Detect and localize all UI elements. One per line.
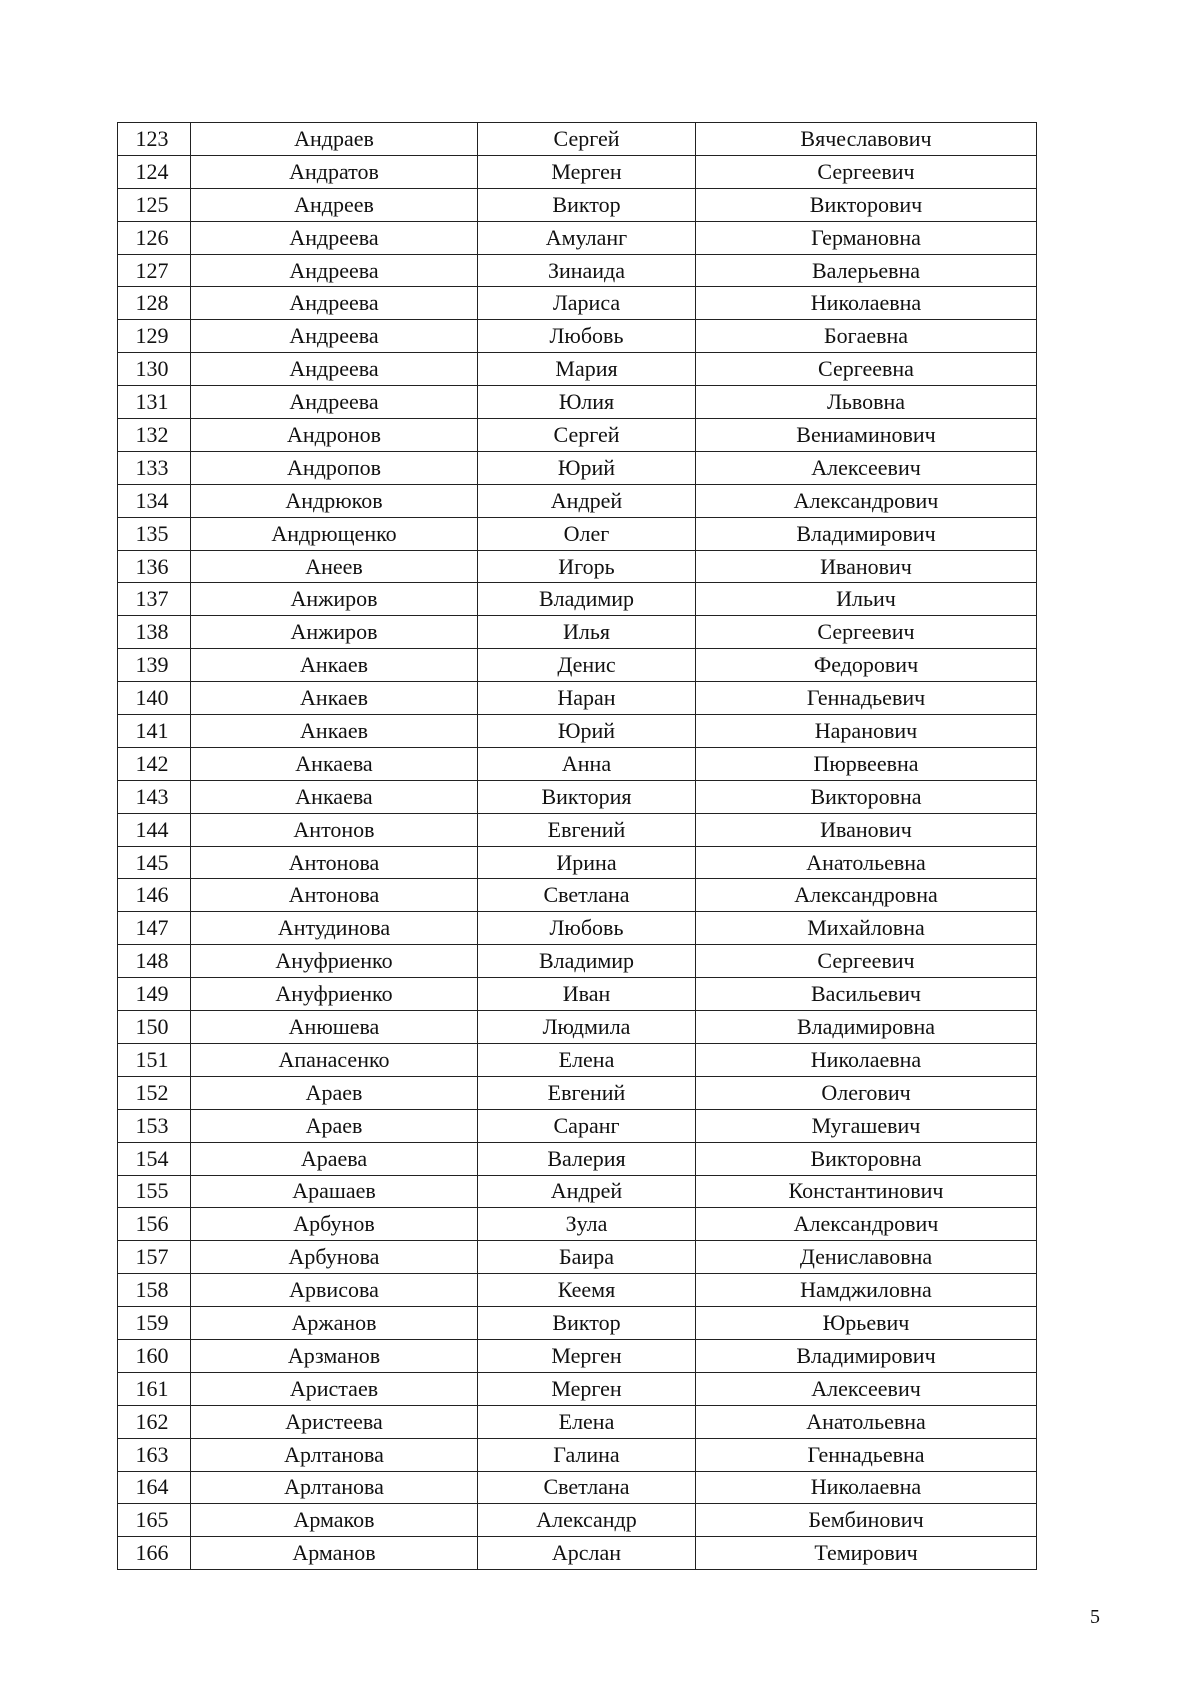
surname-cell: Антонова <box>191 846 478 879</box>
given-name-cell: Галина <box>478 1438 696 1471</box>
row-number-cell: 153 <box>118 1109 191 1142</box>
patronymic-cell: Николаевна <box>696 1043 1037 1076</box>
row-number-cell: 133 <box>118 451 191 484</box>
surname-cell: Андронов <box>191 419 478 452</box>
patronymic-cell: Иванович <box>696 813 1037 846</box>
surname-cell: Арманов <box>191 1537 478 1570</box>
row-number-cell: 150 <box>118 1011 191 1044</box>
given-name-cell: Баира <box>478 1241 696 1274</box>
given-name-cell: Наран <box>478 682 696 715</box>
surname-cell: Армаков <box>191 1504 478 1537</box>
surname-cell: Анеев <box>191 550 478 583</box>
table-row <box>118 1471 1037 1504</box>
row-number-cell: 158 <box>118 1274 191 1307</box>
table-row <box>118 682 1037 715</box>
table-row <box>118 353 1037 386</box>
patronymic-cell: Иванович <box>696 550 1037 583</box>
surname-cell: Антудинова <box>191 912 478 945</box>
patronymic-cell: Анатольевна <box>696 1405 1037 1438</box>
table-row <box>118 649 1037 682</box>
given-name-cell: Денис <box>478 649 696 682</box>
surname-cell: Анкаев <box>191 715 478 748</box>
patronymic-cell: Николаевна <box>696 1471 1037 1504</box>
given-name-cell: Александр <box>478 1504 696 1537</box>
given-name-cell: Сергей <box>478 123 696 156</box>
row-number-cell: 130 <box>118 353 191 386</box>
table-row <box>118 1438 1037 1471</box>
given-name-cell: Виктор <box>478 1307 696 1340</box>
given-name-cell: Мерген <box>478 1339 696 1372</box>
surname-cell: Араев <box>191 1109 478 1142</box>
given-name-cell: Юлия <box>478 386 696 419</box>
row-number-cell: 143 <box>118 780 191 813</box>
surname-cell: Анкаев <box>191 649 478 682</box>
patronymic-cell: Алексеевич <box>696 451 1037 484</box>
patronymic-cell: Алексеевич <box>696 1372 1037 1405</box>
given-name-cell: Мерген <box>478 155 696 188</box>
given-name-cell: Владимир <box>478 945 696 978</box>
surname-cell: Андреева <box>191 221 478 254</box>
patronymic-cell: Геннадьевич <box>696 682 1037 715</box>
surname-cell: Аржанов <box>191 1307 478 1340</box>
patronymic-cell: Вениаминович <box>696 419 1037 452</box>
patronymic-cell: Александрович <box>696 484 1037 517</box>
row-number-cell: 131 <box>118 386 191 419</box>
row-number-cell: 156 <box>118 1208 191 1241</box>
patronymic-cell: Анатольевна <box>696 846 1037 879</box>
row-number-cell: 137 <box>118 583 191 616</box>
row-number-cell: 128 <box>118 287 191 320</box>
table-row <box>118 846 1037 879</box>
row-number-cell: 155 <box>118 1175 191 1208</box>
given-name-cell: Елена <box>478 1405 696 1438</box>
patronymic-cell: Юрьевич <box>696 1307 1037 1340</box>
patronymic-cell: Владимирович <box>696 1339 1037 1372</box>
patronymic-cell: Федорович <box>696 649 1037 682</box>
table-row <box>118 1142 1037 1175</box>
surname-cell: Анкаева <box>191 780 478 813</box>
patronymic-cell: Викторовна <box>696 780 1037 813</box>
patronymic-cell: Львовна <box>696 386 1037 419</box>
table-row <box>118 1537 1037 1570</box>
patronymic-cell: Николаевна <box>696 287 1037 320</box>
given-name-cell: Кеемя <box>478 1274 696 1307</box>
table-row <box>118 1175 1037 1208</box>
given-name-cell: Андрей <box>478 1175 696 1208</box>
table-row <box>118 912 1037 945</box>
row-number-cell: 144 <box>118 813 191 846</box>
given-name-cell: Саранг <box>478 1109 696 1142</box>
table-row <box>118 1372 1037 1405</box>
given-name-cell: Арслан <box>478 1537 696 1570</box>
row-number-cell: 166 <box>118 1537 191 1570</box>
patronymic-cell: Сергеевич <box>696 616 1037 649</box>
given-name-cell: Иван <box>478 978 696 1011</box>
row-number-cell: 160 <box>118 1339 191 1372</box>
row-number-cell: 157 <box>118 1241 191 1274</box>
table-row <box>118 1405 1037 1438</box>
surname-cell: Анжиров <box>191 583 478 616</box>
patronymic-cell: Олегович <box>696 1076 1037 1109</box>
given-name-cell: Светлана <box>478 1471 696 1504</box>
patronymic-cell: Геннадьевна <box>696 1438 1037 1471</box>
row-number-cell: 162 <box>118 1405 191 1438</box>
row-number-cell: 145 <box>118 846 191 879</box>
table-row <box>118 945 1037 978</box>
patronymic-cell: Васильевич <box>696 978 1037 1011</box>
surname-cell: Андреева <box>191 386 478 419</box>
row-number-cell: 159 <box>118 1307 191 1340</box>
patronymic-cell: Александрович <box>696 1208 1037 1241</box>
surname-cell: Арвисова <box>191 1274 478 1307</box>
surname-cell: Арбунова <box>191 1241 478 1274</box>
patronymic-cell: Сергеевна <box>696 353 1037 386</box>
table-row <box>118 123 1037 156</box>
table-row <box>118 221 1037 254</box>
table-row <box>118 1274 1037 1307</box>
row-number-cell: 129 <box>118 320 191 353</box>
table-row <box>118 715 1037 748</box>
surname-cell: Антонова <box>191 879 478 912</box>
patronymic-cell: Владимировна <box>696 1011 1037 1044</box>
row-number-cell: 147 <box>118 912 191 945</box>
table-row <box>118 517 1037 550</box>
row-number-cell: 134 <box>118 484 191 517</box>
table-row <box>118 386 1037 419</box>
patronymic-cell: Германовна <box>696 221 1037 254</box>
surname-cell: Андратов <box>191 155 478 188</box>
surname-cell: Андропов <box>191 451 478 484</box>
patronymic-cell: Ильич <box>696 583 1037 616</box>
patronymic-cell: Сергеевич <box>696 945 1037 978</box>
given-name-cell: Лариса <box>478 287 696 320</box>
surname-cell: Андреева <box>191 254 478 287</box>
patronymic-cell: Константинович <box>696 1175 1037 1208</box>
given-name-cell: Мария <box>478 353 696 386</box>
patronymic-cell: Александровна <box>696 879 1037 912</box>
table-row <box>118 484 1037 517</box>
row-number-cell: 148 <box>118 945 191 978</box>
given-name-cell: Людмила <box>478 1011 696 1044</box>
surname-cell: Арбунов <box>191 1208 478 1241</box>
patronymic-cell: Мугашевич <box>696 1109 1037 1142</box>
row-number-cell: 135 <box>118 517 191 550</box>
row-number-cell: 140 <box>118 682 191 715</box>
given-name-cell: Евгений <box>478 1076 696 1109</box>
table-row <box>118 1076 1037 1109</box>
given-name-cell: Владимир <box>478 583 696 616</box>
table-row <box>118 747 1037 780</box>
name-list-body <box>118 123 1037 1570</box>
row-number-cell: 136 <box>118 550 191 583</box>
given-name-cell: Ирина <box>478 846 696 879</box>
surname-cell: Анюшева <box>191 1011 478 1044</box>
surname-cell: Андреева <box>191 287 478 320</box>
surname-cell: Андреева <box>191 320 478 353</box>
given-name-cell: Валерия <box>478 1142 696 1175</box>
surname-cell: Андреев <box>191 188 478 221</box>
table-row <box>118 1109 1037 1142</box>
given-name-cell: Анна <box>478 747 696 780</box>
row-number-cell: 126 <box>118 221 191 254</box>
given-name-cell: Любовь <box>478 320 696 353</box>
surname-cell: Аристеева <box>191 1405 478 1438</box>
patronymic-cell: Богаевна <box>696 320 1037 353</box>
row-number-cell: 164 <box>118 1471 191 1504</box>
surname-cell: Арлтанова <box>191 1471 478 1504</box>
surname-cell: Анкаев <box>191 682 478 715</box>
row-number-cell: 149 <box>118 978 191 1011</box>
surname-cell: Андраев <box>191 123 478 156</box>
surname-cell: Араев <box>191 1076 478 1109</box>
row-number-cell: 127 <box>118 254 191 287</box>
table-row <box>118 320 1037 353</box>
patronymic-cell: Темирович <box>696 1537 1037 1570</box>
row-number-cell: 142 <box>118 747 191 780</box>
patronymic-cell: Владимирович <box>696 517 1037 550</box>
surname-cell: Ануфриенко <box>191 978 478 1011</box>
row-number-cell: 138 <box>118 616 191 649</box>
given-name-cell: Илья <box>478 616 696 649</box>
patronymic-cell: Михайловна <box>696 912 1037 945</box>
patronymic-cell: Сергеевич <box>696 155 1037 188</box>
given-name-cell: Елена <box>478 1043 696 1076</box>
table-row <box>118 254 1037 287</box>
patronymic-cell: Викторовна <box>696 1142 1037 1175</box>
table-row <box>118 451 1037 484</box>
surname-cell: Араева <box>191 1142 478 1175</box>
surname-cell: Анжиров <box>191 616 478 649</box>
row-number-cell: 141 <box>118 715 191 748</box>
patronymic-cell: Наранович <box>696 715 1037 748</box>
row-number-cell: 139 <box>118 649 191 682</box>
table-row <box>118 1307 1037 1340</box>
table-row <box>118 616 1037 649</box>
patronymic-cell: Бембинович <box>696 1504 1037 1537</box>
table-row <box>118 813 1037 846</box>
row-number-cell: 152 <box>118 1076 191 1109</box>
given-name-cell: Игорь <box>478 550 696 583</box>
table-row <box>118 1043 1037 1076</box>
table-row <box>118 155 1037 188</box>
table-row <box>118 550 1037 583</box>
table-row <box>118 1241 1037 1274</box>
patronymic-cell: Валерьевна <box>696 254 1037 287</box>
surname-cell: Аристаев <box>191 1372 478 1405</box>
name-list-table <box>117 122 1037 1570</box>
surname-cell: Ануфриенко <box>191 945 478 978</box>
given-name-cell: Олег <box>478 517 696 550</box>
surname-cell: Арлтанова <box>191 1438 478 1471</box>
row-number-cell: 154 <box>118 1142 191 1175</box>
row-number-cell: 123 <box>118 123 191 156</box>
patronymic-cell: Викторович <box>696 188 1037 221</box>
surname-cell: Арашаев <box>191 1175 478 1208</box>
surname-cell: Андреева <box>191 353 478 386</box>
given-name-cell: Юрий <box>478 715 696 748</box>
patronymic-cell: Намджиловна <box>696 1274 1037 1307</box>
row-number-cell: 151 <box>118 1043 191 1076</box>
row-number-cell: 165 <box>118 1504 191 1537</box>
surname-cell: Апанасенко <box>191 1043 478 1076</box>
table-row <box>118 1208 1037 1241</box>
table-row <box>118 287 1037 320</box>
given-name-cell: Зинаида <box>478 254 696 287</box>
table-row <box>118 780 1037 813</box>
row-number-cell: 125 <box>118 188 191 221</box>
given-name-cell: Светлана <box>478 879 696 912</box>
surname-cell: Арзманов <box>191 1339 478 1372</box>
row-number-cell: 124 <box>118 155 191 188</box>
given-name-cell: Андрей <box>478 484 696 517</box>
row-number-cell: 163 <box>118 1438 191 1471</box>
given-name-cell: Евгений <box>478 813 696 846</box>
patronymic-cell: Дениславовна <box>696 1241 1037 1274</box>
given-name-cell: Виктория <box>478 780 696 813</box>
patronymic-cell: Вячеславович <box>696 123 1037 156</box>
row-number-cell: 132 <box>118 419 191 452</box>
table-row <box>118 978 1037 1011</box>
given-name-cell: Виктор <box>478 188 696 221</box>
patronymic-cell: Пюрвеевна <box>696 747 1037 780</box>
given-name-cell: Амуланг <box>478 221 696 254</box>
surname-cell: Андрющенко <box>191 517 478 550</box>
table-row <box>118 419 1037 452</box>
given-name-cell: Юрий <box>478 451 696 484</box>
table-row <box>118 879 1037 912</box>
table-row <box>118 188 1037 221</box>
surname-cell: Анкаева <box>191 747 478 780</box>
surname-cell: Антонов <box>191 813 478 846</box>
given-name-cell: Сергей <box>478 419 696 452</box>
table-row <box>118 583 1037 616</box>
row-number-cell: 161 <box>118 1372 191 1405</box>
surname-cell: Андрюков <box>191 484 478 517</box>
table-row <box>118 1011 1037 1044</box>
given-name-cell: Любовь <box>478 912 696 945</box>
page-number: 5 <box>1090 1606 1100 1628</box>
given-name-cell: Зула <box>478 1208 696 1241</box>
table-row <box>118 1339 1037 1372</box>
row-number-cell: 146 <box>118 879 191 912</box>
table-row <box>118 1504 1037 1537</box>
given-name-cell: Мерген <box>478 1372 696 1405</box>
